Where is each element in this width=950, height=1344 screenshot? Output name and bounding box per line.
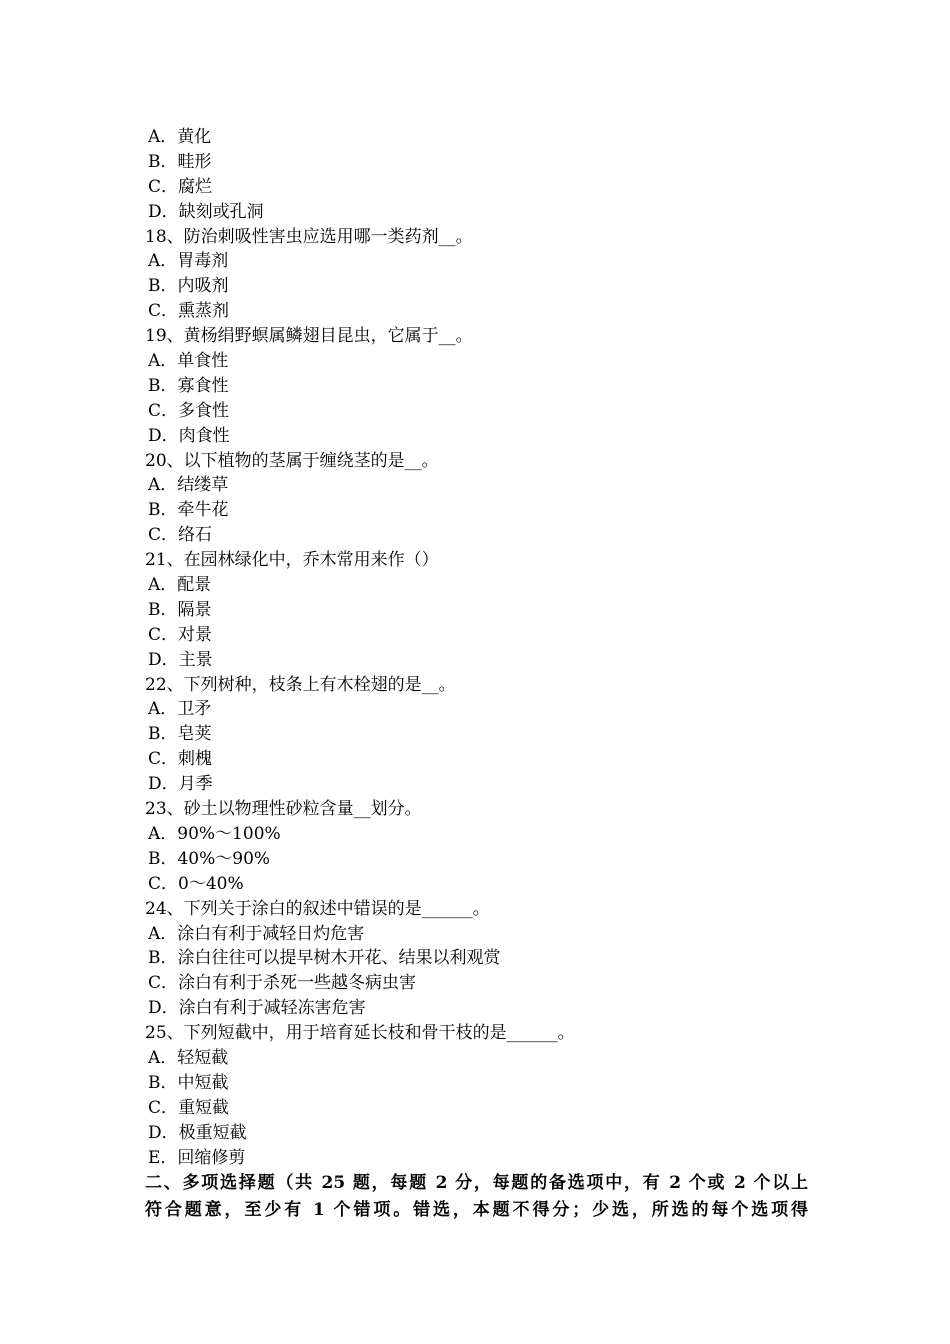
answer-option: A．胃毒剂 [148, 251, 229, 272]
answer-option: A．结缕草 [148, 475, 229, 496]
answer-option: A．90%～100% [148, 823, 281, 844]
answer-option: D．极重短截 [148, 1122, 247, 1143]
answer-option: D．缺刻或孔洞 [148, 201, 264, 222]
exam-content [145, 125, 810, 1224]
answer-option: C．腐烂 [148, 176, 213, 197]
question-stem: 22、下列树种，枝条上有木栓翅的是__。 [145, 674, 456, 695]
answer-option: C．涂白有利于杀死一些越冬病虫害 [148, 973, 417, 994]
section-heading-line-2: 符合题意，至少有 1 个错项。错选，本题不得分；少选，所选的每个选项得 [145, 1200, 808, 1221]
answer-option: C．多食性 [148, 400, 230, 421]
question-stem: 24、下列关于涂白的叙述中错误的是______。 [145, 898, 490, 919]
answer-option: B．皂荚 [148, 724, 212, 745]
answer-option: B．畦形 [148, 151, 212, 172]
question-stem: 21、在园林绿化中，乔木常用来作（） [145, 550, 439, 571]
answer-option: A．涂白有利于减轻日灼危害 [148, 923, 365, 944]
answer-option: B．中短截 [148, 1072, 229, 1093]
answer-option: D．肉食性 [148, 425, 230, 446]
answer-option: A．单食性 [148, 351, 229, 372]
answer-option: D．主景 [148, 649, 213, 670]
answer-option: C．熏蒸剂 [148, 301, 230, 322]
answer-option: A．卫矛 [148, 699, 212, 720]
answer-option: C．刺槐 [148, 749, 213, 770]
answer-option: E．回缩修剪 [148, 1147, 246, 1168]
question-stem: 18、防治刺吸性害虫应选用哪一类药剂__。 [145, 226, 473, 247]
question-stem: 19、黄杨绢野螟属鳞翅目昆虫，它属于__。 [145, 326, 473, 347]
answer-option: B．牵牛花 [148, 500, 229, 521]
answer-option: A．黄化 [148, 127, 212, 147]
answer-option: C．0～40% [148, 873, 244, 894]
answer-option: C．重短截 [148, 1097, 230, 1118]
answer-option: B．40%～90% [148, 848, 271, 869]
answer-option: B．寡食性 [148, 375, 229, 396]
answer-option: B．内吸剂 [148, 276, 229, 297]
answer-option: D．涂白有利于减轻冻害危害 [148, 998, 366, 1019]
answer-option: A．配景 [148, 575, 212, 596]
answer-option: C．对景 [148, 624, 213, 645]
question-list [145, 125, 810, 1170]
section-heading-line-1: 二、多项选择题（共 25 题，每题 2 分，每题的备选项中，有 2 个或 2 个以上 [145, 1173, 808, 1194]
question-stem: 25、下列短截中，用于培育延长枝和骨干枝的是______。 [145, 1023, 575, 1044]
answer-option: A．轻短截 [148, 1047, 229, 1068]
answer-option: D．月季 [148, 774, 213, 795]
answer-option: B．隔景 [148, 599, 212, 620]
answer-option: C．络石 [148, 525, 213, 546]
question-stem: 20、以下植物的茎属于缠绕茎的是__。 [145, 450, 439, 471]
answer-option: B．涂白往往可以提早树木开花、结果以利观赏 [148, 948, 501, 969]
question-stem: 23、砂土以物理性砂粒含量__划分。 [145, 799, 422, 820]
